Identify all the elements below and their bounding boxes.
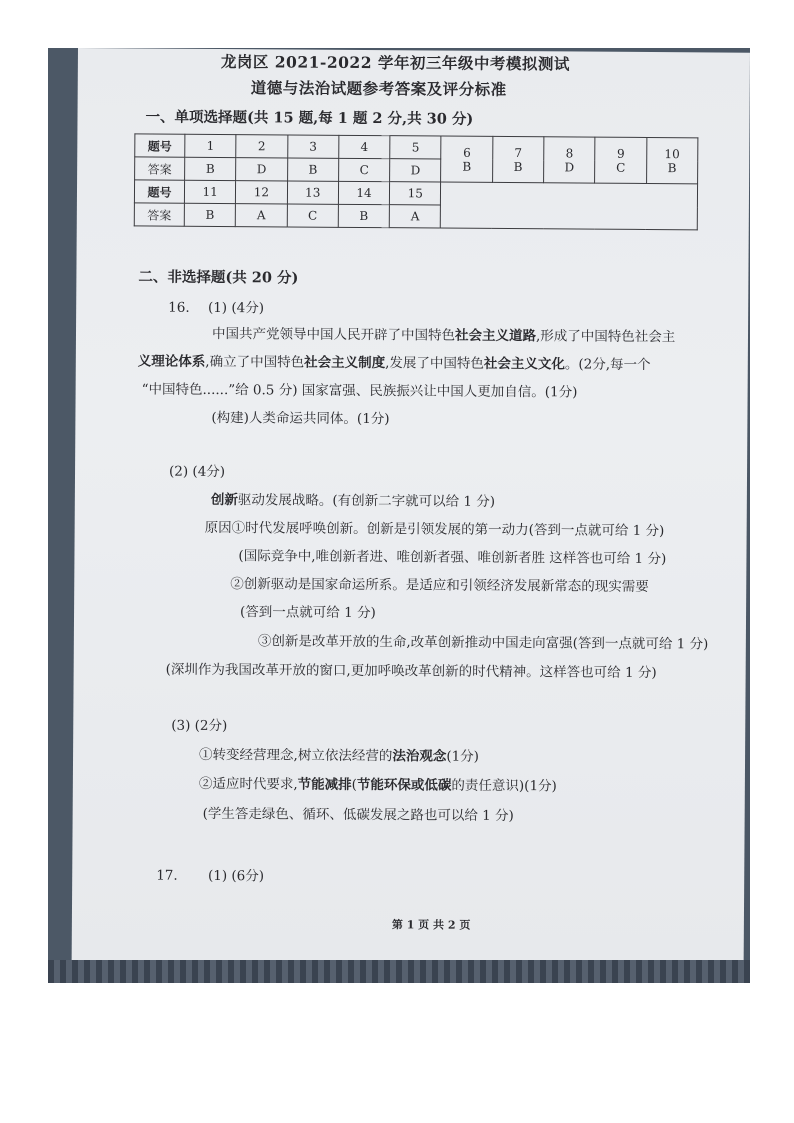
keyword: 义理论体系 [137, 353, 206, 370]
answer-value: C [338, 158, 389, 181]
row-label-answer: 答案 [135, 157, 185, 180]
answer-line: ③创新是改革开放的生命,改革创新推动中国走向富强(答到一点就可给 1 分) [257, 633, 709, 653]
exam-answer-sheet [72, 48, 750, 965]
keyword: 社会主义制度 [304, 354, 386, 372]
answer-text: ( [351, 776, 357, 793]
answer-text: ,形成了中国特色社会主 [535, 328, 676, 346]
part-label: (1) (4分) [207, 299, 265, 317]
question-number: 1 [185, 134, 236, 157]
answer-value: C [287, 204, 338, 227]
question-number: 7 [514, 145, 523, 160]
answer-text: ①转变经营理念,树立依法经营的 [199, 746, 393, 765]
question-number: 5 [390, 136, 441, 159]
keyword: 创新 [210, 491, 238, 509]
question-answer-cell [544, 137, 596, 183]
answer-value: D [236, 158, 287, 181]
question-17-label [156, 867, 264, 886]
answer-text: 的责任意识)(1分) [451, 777, 557, 795]
question-answer-cell [595, 137, 647, 183]
answer-value: C [616, 160, 626, 175]
part-label: (2) (4分) [168, 463, 226, 481]
keyword: 社会主义道路 [454, 327, 537, 345]
answer-value: A [236, 204, 287, 227]
answer-value: D [390, 159, 441, 182]
keyword: 节能环保或低碳 [356, 776, 452, 794]
row-label-answer: 答案 [134, 203, 184, 226]
answer-line: ②创新驱动是国家命运所系。是适应和引领经济发展新常态的现实需要 [230, 576, 649, 595]
question-number: 12 [236, 181, 287, 204]
answer-text: 。(2分,每一个 [564, 356, 651, 374]
question-number: 15 [390, 182, 441, 205]
answer-value: B [462, 159, 472, 174]
answer-value: D [564, 159, 575, 174]
section1-heading: 一、单项选择题(共 15 题,每 1 题 2 分,共 30 分) [145, 108, 474, 128]
answer-text: 中国共产党领导中国人民开辟了中国特色 [211, 325, 456, 344]
part-label: (1) (6分) [207, 867, 265, 885]
answer-value: B [287, 158, 338, 181]
answer-line: (深圳作为我国改革开放的窗口,更加呼唤改革创新的时代精神。这样答也可给 1 分) [165, 661, 657, 682]
document-photo [48, 48, 750, 983]
question-number: 4 [339, 135, 390, 158]
question-number: 11 [184, 180, 235, 203]
answer-line: (构建)人类命运共同体。(1分) [211, 409, 390, 428]
answer-line [211, 491, 495, 511]
question-number: 6 [463, 145, 471, 160]
question-number: 8 [565, 145, 574, 160]
question-answer-cell [646, 137, 698, 183]
answer-value: A [389, 205, 440, 228]
answer-value: B [338, 204, 389, 227]
answer-text: ②适应时代要求, [198, 775, 298, 793]
answer-table [134, 133, 699, 230]
answer-line [138, 352, 651, 374]
answer-value: B [513, 159, 523, 174]
answer-line: 原因①时代发展呼唤创新。创新是引领发展的第一动力(答到一点就可给 1 分) [204, 519, 665, 540]
answer-value: B [667, 160, 677, 175]
question-16-label [168, 299, 264, 318]
question-number: 16. [168, 299, 190, 316]
question-number: 10 [664, 146, 680, 161]
answer-line: (国际竞争中,唯创新者进、唯创新者强、唯创新者胜 这样答也可给 1 分) [238, 548, 667, 568]
question-number: 3 [287, 135, 338, 158]
answer-line: (答到一点就可给 1 分) [240, 604, 376, 622]
question-number: 9 [616, 146, 625, 161]
part-label: (3) (2分) [171, 717, 228, 735]
answer-value: B [184, 203, 235, 226]
question-answer-cell [441, 136, 493, 182]
document-title-line1: 龙岗区 2021-2022 学年初三年级中考模拟测试 [220, 51, 570, 74]
answer-text: 驱动发展战略。(有创新二字就可以给 1 分) [237, 492, 496, 510]
document-title-line2: 道德与法治试题参考答案及评分标准 [250, 78, 507, 99]
keyword: 社会主义文化 [483, 355, 565, 373]
answer-line: “中国特色......”给 0.5 分) 国家富强、民族振兴让中国人更加自信。(1分) [141, 381, 578, 401]
answer-text: ,确立了中国特色 [205, 353, 305, 371]
answer-text: (1分) [446, 748, 480, 765]
answer-line [199, 746, 479, 766]
answer-line [199, 775, 557, 795]
question-answer-cell [492, 136, 544, 182]
empty-cell [441, 182, 698, 230]
section2-heading: 二、非选择题(共 20 分) [138, 268, 299, 287]
question-number: 2 [236, 135, 287, 158]
keyword: 法治观念 [392, 748, 447, 765]
answer-line: (学生答走绿色、循环、低碳发展之路也可以给 1 分) [202, 805, 514, 825]
row-label-question: 题号 [135, 134, 185, 157]
answer-text: ,发展了中国特色 [385, 355, 484, 372]
row-label-question: 题号 [134, 180, 184, 203]
keyword: 节能减排 [297, 776, 352, 793]
question-number: 17. [156, 867, 178, 884]
question-number: 13 [287, 181, 338, 204]
page-footer: 第 1 页 共 2 页 [391, 918, 471, 932]
answer-line [212, 325, 675, 346]
answer-value: B [185, 157, 236, 180]
background-strip [48, 960, 750, 983]
question-number: 14 [338, 181, 389, 204]
